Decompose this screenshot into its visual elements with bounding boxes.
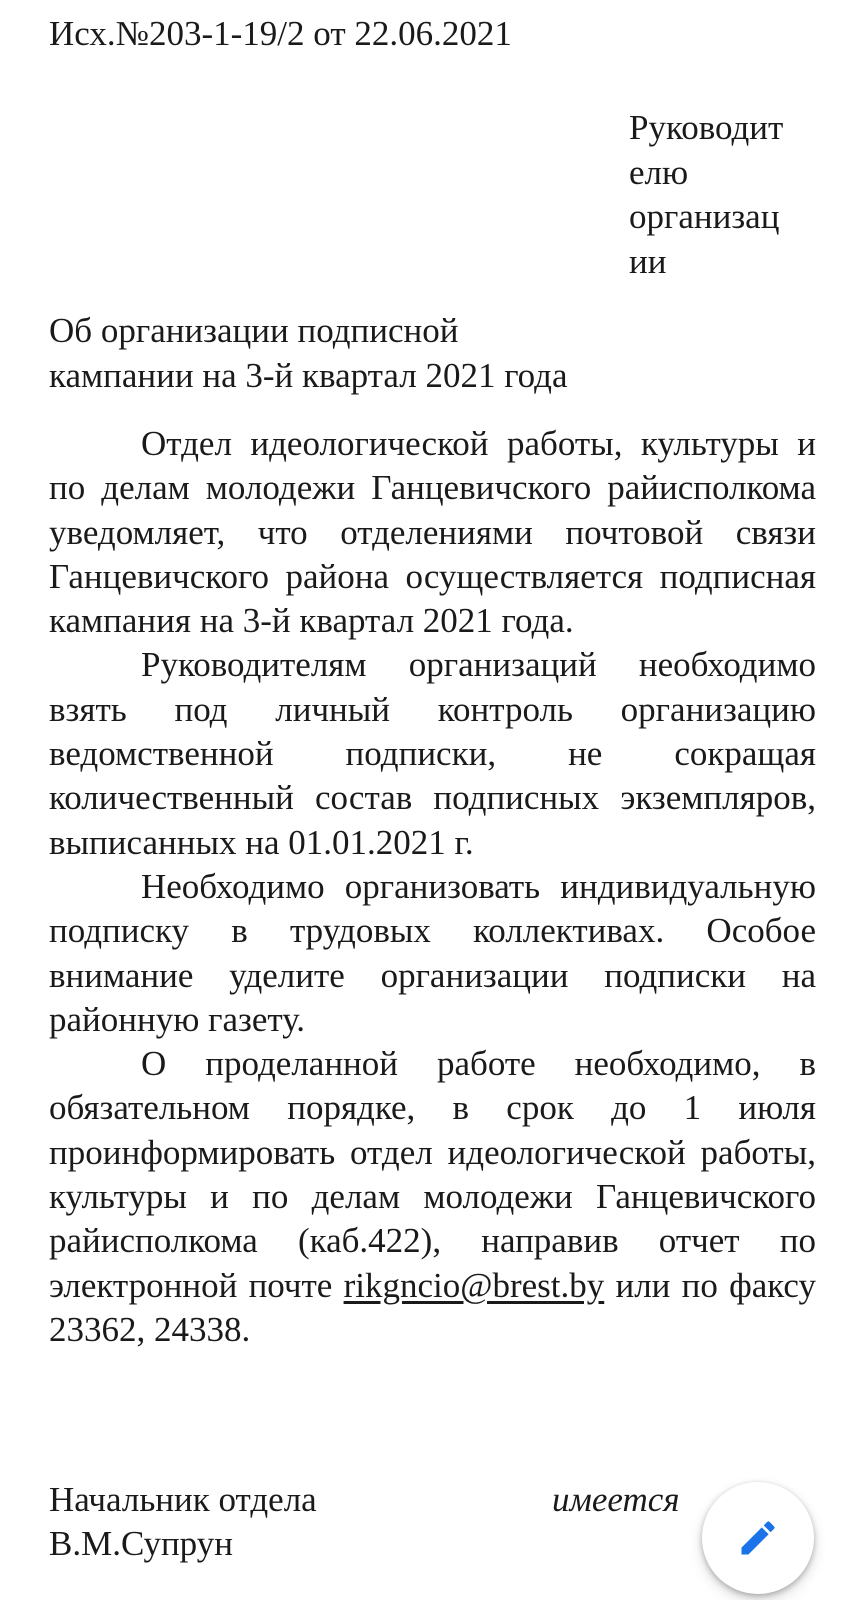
addressee-line: елю xyxy=(629,152,689,192)
document-subject xyxy=(49,309,568,398)
document-body xyxy=(49,422,816,1352)
pencil-edit-icon xyxy=(736,1516,780,1560)
body-paragraph: Руководителям организаций необходимо взять под личный контроль организацию ведомственной подписки, не сокращая количественный состав подписных экземпляров, выписанных на 01.01.2021 г. xyxy=(49,645,816,862)
edit-fab-button[interactable] xyxy=(702,1482,814,1594)
subject-line: кампании на 3-й квартал 2021 года xyxy=(49,355,568,395)
subject-line: Об организации подписной xyxy=(49,311,459,350)
body-paragraph: Необходимо организовать индивидуальную подписку в трудовых коллективах. Особое внимание уделите организации подписки на районную газету. xyxy=(49,866,816,1039)
addressee-line: Руководит xyxy=(629,108,784,147)
signature-mark: имеется xyxy=(552,1480,680,1519)
addressee-line: ии xyxy=(629,241,667,281)
signature-name: В.М.Супрун xyxy=(49,1524,233,1563)
body-paragraph: Отдел идеологической работы, культуры и по делам молодежи Ганцевичского райисполкома уведомляет, что отделениями почтовой связи Ганцевичского района осуществляется подписная кампания на 3-й квартал 2021 года. xyxy=(49,424,816,641)
email-link[interactable]: rikgncio@brest.by xyxy=(343,1265,605,1305)
body-paragraph-contact xyxy=(49,1042,816,1352)
addressee-block xyxy=(629,106,809,284)
signature-title: Начальник отдела xyxy=(49,1480,317,1519)
contact-text-before: О проделанной работе необходимо, в обязательном порядке, в срок до 1 июля проинформировать отдел идеологической работы, культуры и по делам молодежи Ганцевичского райисполкома (каб.422), направив отчет по электронной почте xyxy=(49,1044,816,1305)
addressee-line: организац xyxy=(629,197,780,236)
document-reference-number: Исх.№203-1-19/2 от 22.06.2021 xyxy=(49,14,512,53)
contact-text-after: или по факсу 23362, 24338. xyxy=(49,1265,817,1349)
